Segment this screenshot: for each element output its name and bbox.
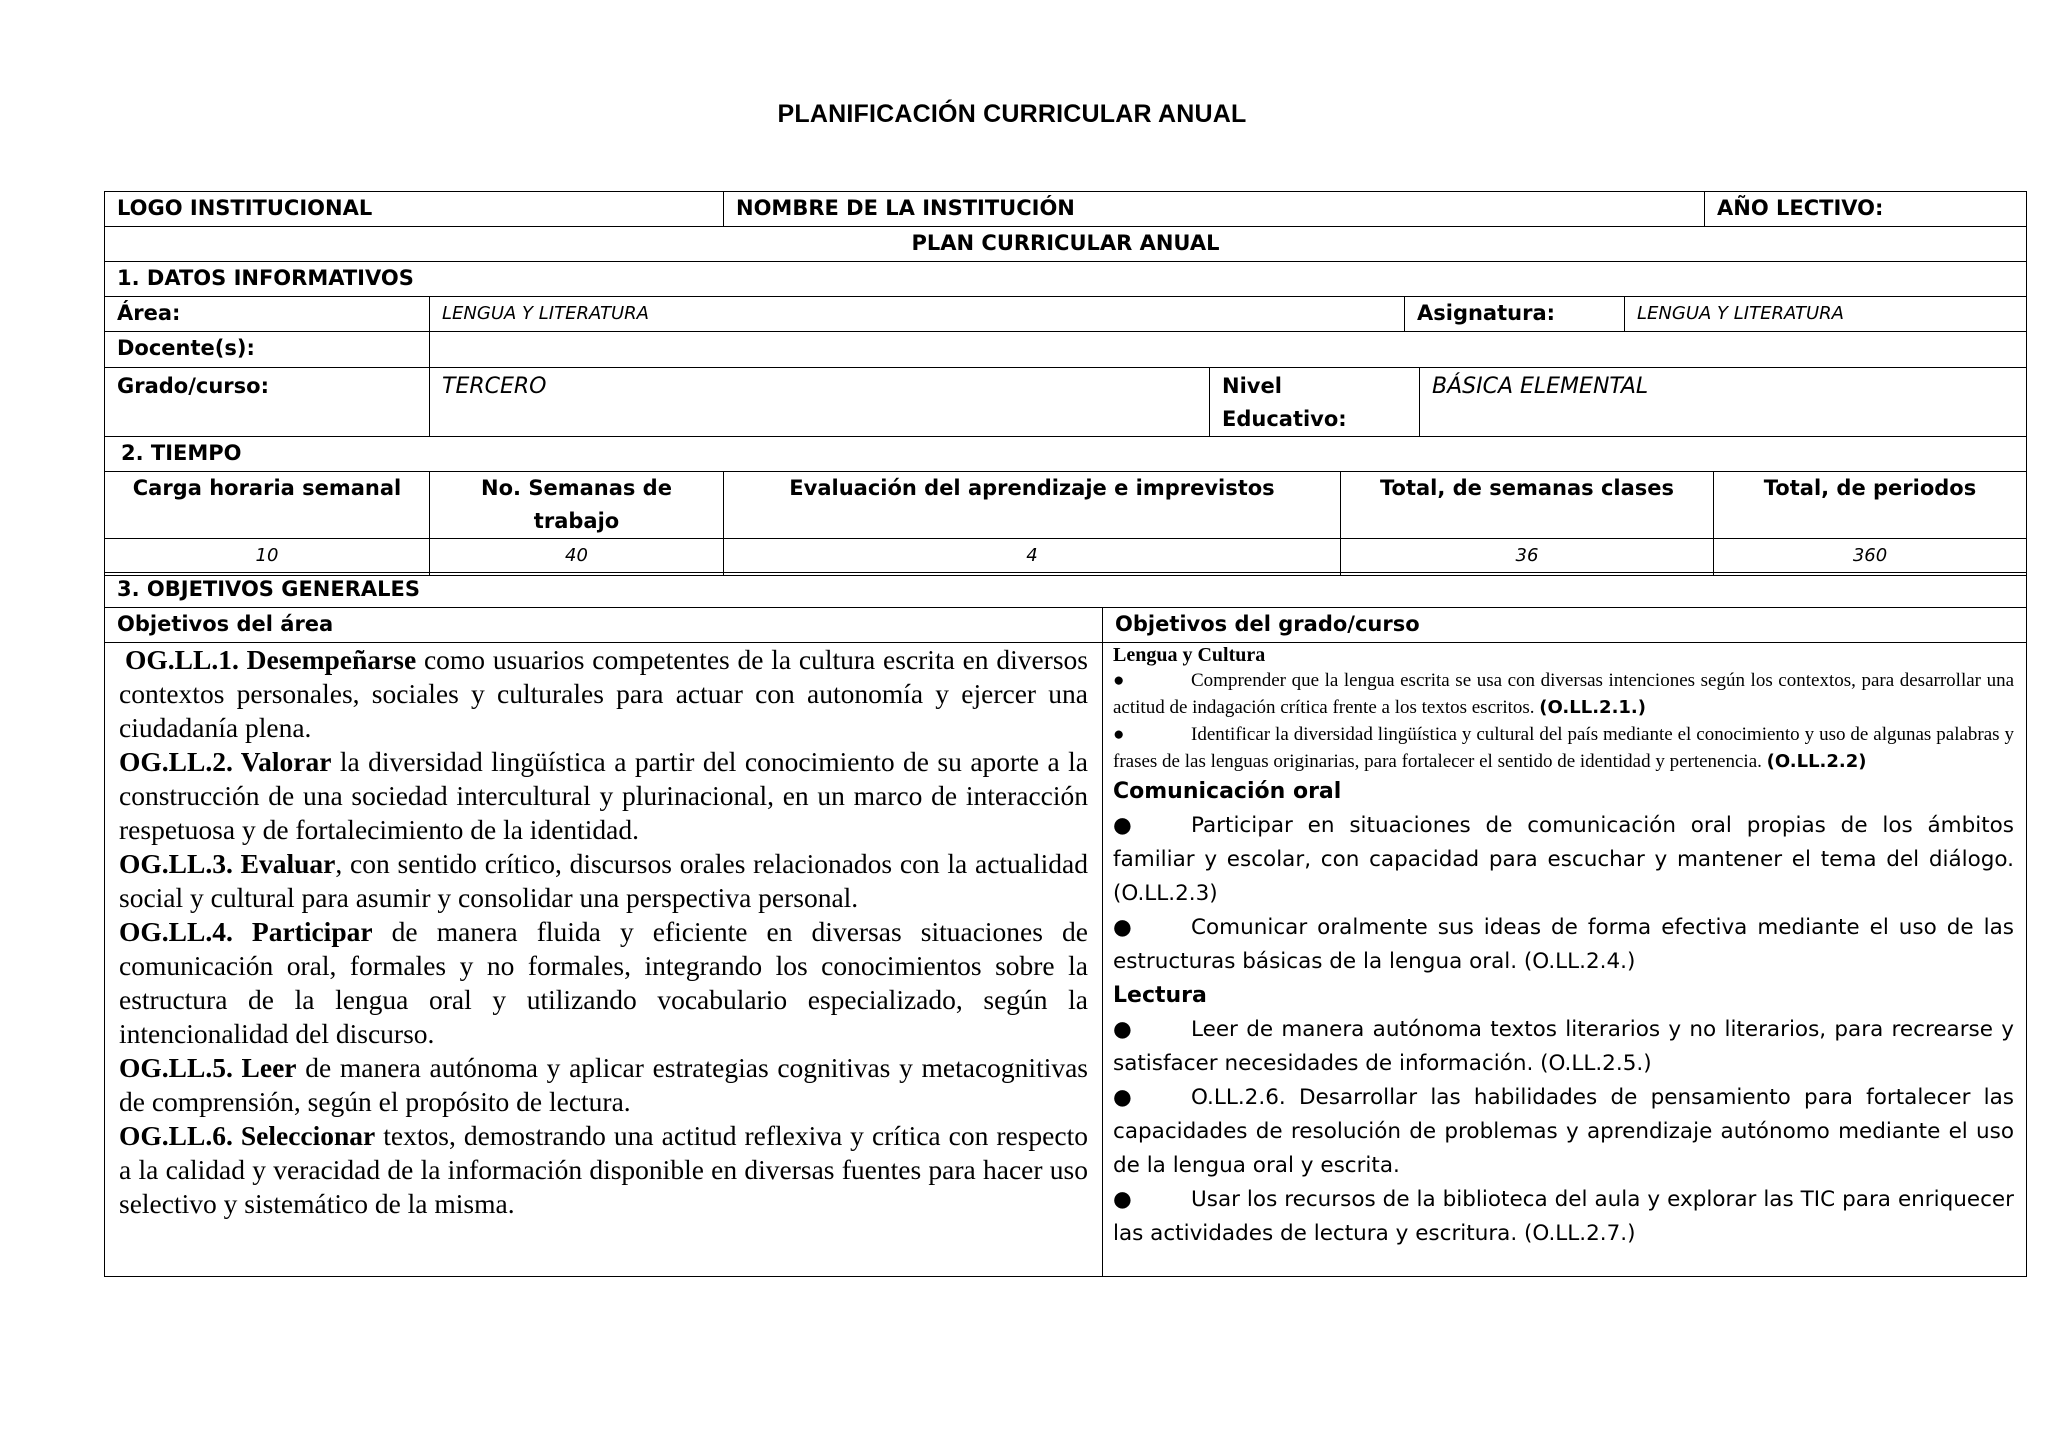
bullet-icon: ● [1113, 1017, 1132, 1042]
time-col-weekly-hours: Carga horaria semanal [105, 472, 430, 539]
subject-label: Asignatura: [1405, 297, 1625, 332]
section-datos-informativos: 1. DATOS INFORMATIVOS [105, 262, 2027, 297]
teacher-value [430, 332, 2027, 368]
grade-objective: ● O.LL.2.6. Desarrollar las habilidades de pensamiento para fortalecer las capacidades de resolución de problemas y aprendizaje autónomo mediante el uso de la lengua oral y escrita. [1113, 1081, 2014, 1183]
time-col-class-weeks: Total, de semanas clases [1341, 472, 1714, 539]
grade-value: TERCERO [430, 368, 1210, 437]
grade-objectives-cell [1103, 643, 2027, 1277]
grade-row-table [104, 367, 2027, 437]
area-row-table [104, 296, 2027, 332]
plan-title: PLAN CURRICULAR ANUAL [105, 227, 2027, 262]
area-label: Área: [105, 297, 430, 332]
time-col-work-weeks: No. Semanas de trabajo [430, 472, 724, 539]
time-value-work-weeks: 40 [430, 539, 724, 576]
time-value-total-periods: 360 [1714, 539, 2027, 576]
group-title-lectura: Lectura [1113, 983, 1207, 1008]
bullet-icon: ● [1113, 813, 1132, 838]
section-objetivos: 3. OBJETIVOS GENERALES [105, 573, 2027, 608]
section-tiempo: 2. TIEMPO [105, 437, 2027, 472]
grade-objectives-header: Objetivos del grado/curso [1103, 608, 2027, 643]
header-table [104, 191, 2027, 297]
area-objectives-list [117, 643, 1090, 1221]
area-objectives-header: Objetivos del área [105, 608, 1103, 643]
institution-name-label: NOMBRE DE LA INSTITUCIÓN [724, 192, 1705, 227]
teacher-row-table [104, 331, 2027, 368]
area-objective: OG.LL.5. Leer de manera autónoma y aplicar estrategias cognitivas y metacognitivas de comprensión, según el propósito de lectura. [119, 1052, 1089, 1117]
time-col-total-periods: Total, de periodos [1714, 472, 2027, 539]
level-label-line1: Nivel [1222, 374, 1282, 398]
area-objective: OG.LL.2. Valorar la diversidad lingüística a partir del conocimiento de su aporte a la construcción de una sociedad intercultural y plurinacional, en un marco de interacción respetuosa y de fortalecimiento de la identidad. [119, 746, 1088, 845]
grade-objectives-list [1113, 643, 2014, 1251]
teacher-label: Docente(s): [105, 332, 430, 368]
subject-value: LENGUA Y LITERATURA [1625, 297, 2027, 332]
time-value-evaluation: 4 [724, 539, 1341, 576]
bullet-icon: ● [1113, 1085, 1132, 1110]
grade-objective: ● Participar en situaciones de comunicación oral propias de los ámbitos familiar y escolar, con capacidad para escuchar y mantener el tema del diálogo. (O.LL.2.3) [1113, 809, 2014, 911]
bullet-icon: ● [1113, 670, 1125, 691]
group-title-comunicacion-oral: Comunicación oral [1113, 779, 1342, 804]
grade-label: Grado/curso: [105, 368, 430, 437]
area-objective: OG.LL.3. Evaluar, con sentido crítico, discursos orales relacionados con la actualidad social y cultural para asumir y consolidar una perspectiva personal. [119, 848, 1089, 913]
level-label-line2: Educativo: [1222, 407, 1347, 431]
level-value: BÁSICA ELEMENTAL [1420, 368, 2027, 437]
grade-objective: ● Leer de manera autónoma textos literarios y no literarios, para recrearse y satisfacer necesidades de información. (O.LL.2.5.) [1113, 1013, 2014, 1081]
page-title: PLANIFICACIÓN CURRICULAR ANUAL [777, 100, 1247, 128]
area-objective: OG.LL.6. Seleccionar textos, demostrando una actitud reflexiva y crítica con respecto a la calidad y veracidad de la información disponible en diversas fuentes para hacer uso selectivo y sistemático de la misma. [119, 1120, 1088, 1219]
area-objective: OG.LL.4. Participar de manera fluida y eficiente en diversas situaciones de comunicación oral, formales y no formales, integrando los conocimientos sobre la estructura de la lengua oral y utilizando vocabulario especializado, según la intencionalidad del discurso. [119, 916, 1088, 1049]
bullet-icon: ● [1113, 724, 1125, 745]
bullet-icon: ● [1113, 1187, 1132, 1212]
grade-objective: ● Identificar la diversidad lingüística y cultural del país mediante el conocimiento y uso de algunas palabras y frases de las lenguas originarias, para fortalecer el sentido de identidad y pertenencia. (O.LL.2.2) [1113, 721, 2014, 775]
area-objectives-cell [105, 643, 1103, 1277]
group-title-lengua-cultura: Lengua y Cultura [1113, 644, 1266, 666]
logo-label: LOGO INSTITUCIONAL [105, 192, 724, 227]
time-value-weekly-hours: 10 [105, 539, 430, 576]
grade-objective: ● Comprender que la lengua escrita se usa con diversas intenciones según los contextos, para desarrollar una actitud de indagación crítica frente a los textos escritos. (O.LL.2.1.) [1113, 667, 2014, 721]
area-objective: OG.LL.1. Desempeñarse como usuarios competentes de la cultura escrita en diversos contextos personales, sociales y culturales para actuar con autonomía y ejercer una ciudadanía plena. [119, 644, 1088, 743]
grade-objective: ● Comunicar oralmente sus ideas de forma efectiva mediante el uso de las estructuras básicas de la lengua oral. (O.LL.2.4.) [1113, 911, 2014, 979]
time-table [104, 436, 2027, 576]
school-year-label: AÑO LECTIVO: [1705, 192, 2027, 227]
grade-objective: ● Usar los recursos de la biblioteca del aula y explorar las TIC para enriquecer las actividades de lectura y escritura. (O.LL.2.7.) [1113, 1183, 2014, 1251]
objectives-table [104, 572, 2027, 1277]
level-label [1210, 368, 1420, 437]
time-value-class-weeks: 36 [1341, 539, 1714, 576]
bullet-icon: ● [1113, 915, 1132, 940]
area-value: LENGUA Y LITERATURA [430, 297, 1405, 332]
time-col-evaluation: Evaluación del aprendizaje e imprevistos [724, 472, 1341, 539]
